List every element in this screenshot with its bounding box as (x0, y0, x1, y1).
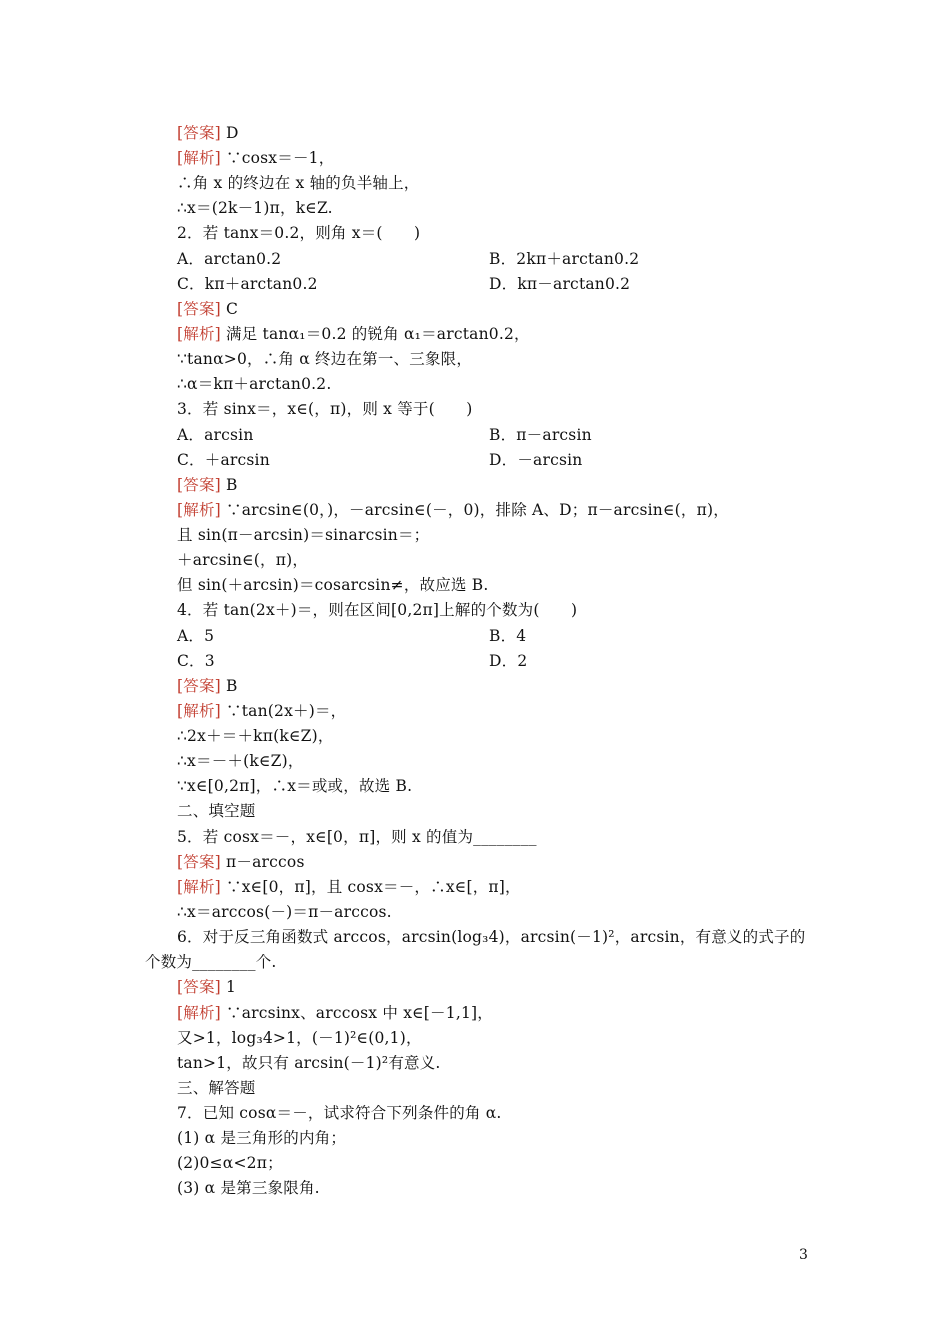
answer-text: π－arccos (220, 853, 305, 871)
analysis-tag: [解析] (177, 878, 221, 896)
option-a: A．5 (177, 627, 215, 645)
option-b: B．2kπ＋arctan0.2 (489, 250, 640, 268)
text-line: 且 sin(π－arcsin)＝sinarcsin＝； (177, 526, 430, 544)
analysis-text: ∵tan(2x＋)＝， (220, 702, 347, 720)
analysis-text: ∵x∈[0，π]，且 cosx＝－，∴x∈[，π]， (220, 878, 521, 896)
text-line: ∴角 x 的终边在 x 轴的负半轴上， (177, 174, 420, 192)
question-4: 4．若 tan(2x＋)＝，则在区间[0,2π]上解的个数为( ) (177, 601, 578, 619)
option-d: D．－arcsin (489, 451, 583, 469)
question-7: 7．已知 cosα＝－，试求符合下列条件的角 α. (177, 1104, 502, 1122)
analysis-line (177, 148, 334, 168)
text-line: ∴α＝kπ＋arctan0.2. (177, 375, 332, 393)
sub-question-1: (1) α 是三角形的内角； (177, 1129, 347, 1147)
answer-line (177, 852, 305, 872)
analysis-text: ∵arcsin∈(0，)，－arcsin∈(－，0)，排除 A、D；π－arcsin∈(，π)， (220, 501, 729, 519)
analysis-tag: [解析] (177, 1004, 221, 1022)
analysis-text: 满足 tanα₁＝0.2 的锐角 α₁＝arctan0.2， (220, 325, 530, 343)
question-3: 3．若 sinx＝，x∈(，π)，则 x 等于( ) (177, 400, 473, 418)
analysis-line (177, 1003, 493, 1023)
option-b: B．4 (489, 627, 527, 645)
option-c: C．＋arcsin (177, 451, 270, 469)
question-5: 5．若 cosx＝－，x∈[0，π]，则 x 的值为________ (177, 828, 537, 846)
analysis-text: ∵cosx＝－1， (220, 149, 335, 167)
question-6-continued: 个数为________个. (145, 953, 277, 971)
text-line: 又>1，log₃4>1，(－1)²∈(0,1)， (177, 1029, 422, 1047)
analysis-tag: [解析] (177, 149, 221, 167)
option-d: D．2 (489, 652, 528, 670)
answer-line (177, 475, 238, 495)
option-a: A．arcsin (177, 426, 254, 444)
text-line: ∵x∈[0,2π]，∴x＝或或，故选 B. (177, 777, 413, 795)
section-heading: 三、解答题 (177, 1079, 256, 1097)
option-c: C．kπ＋arctan0.2 (177, 275, 318, 293)
analysis-line (177, 324, 530, 344)
analysis-line (177, 500, 729, 520)
answer-line (177, 299, 238, 319)
answer-text: D (220, 124, 239, 142)
question-6: 6．对于反三角函数式 arccos，arcsin(log₃4)，arcsin(－1)²，arcsin，有意义的式子的 (177, 928, 806, 946)
answer-tag: [答案] (177, 300, 221, 318)
text-line: ∴x＝arccos(－)＝π－arccos. (177, 903, 392, 921)
answer-line (177, 977, 236, 997)
answer-tag: [答案] (177, 124, 221, 142)
analysis-tag: [解析] (177, 501, 221, 519)
answer-text: B (220, 476, 238, 494)
text-line: ＋arcsin∈(，π)， (177, 551, 309, 569)
analysis-text: ∵arcsinx、arccosx 中 x∈[－1,1]， (220, 1004, 493, 1022)
question-2: 2．若 tanx＝0.2，则角 x＝( ) (177, 224, 421, 242)
text-line: ∴x＝－＋(k∈Z)， (177, 752, 304, 770)
answer-text: 1 (220, 978, 237, 996)
text-line: ∴2x＋＝＋kπ(k∈Z)， (177, 727, 334, 745)
answer-tag: [答案] (177, 677, 221, 695)
text-line: 但 sin(＋arcsin)＝cosarcsin≠，故应选 B. (177, 576, 489, 594)
answer-tag: [答案] (177, 476, 221, 494)
analysis-tag: [解析] (177, 702, 221, 720)
analysis-line (177, 701, 346, 721)
answer-line (177, 123, 239, 143)
text-line: tan>1，故只有 arcsin(－1)²有意义. (177, 1054, 441, 1072)
answer-tag: [答案] (177, 978, 221, 996)
answer-text: C (220, 300, 239, 318)
option-c: C．3 (177, 652, 215, 670)
analysis-line (177, 877, 521, 897)
option-d: D．kπ－arctan0.2 (489, 275, 631, 293)
sub-question-3: (3) α 是第三象限角. (177, 1179, 320, 1197)
section-heading: 二、填空题 (177, 802, 256, 820)
option-a: A．arctan0.2 (177, 250, 282, 268)
answer-line (177, 676, 238, 696)
analysis-tag: [解析] (177, 325, 221, 343)
answer-text: B (220, 677, 238, 695)
answer-tag: [答案] (177, 853, 221, 871)
text-line: ∴x＝(2k－1)π，k∈Z. (177, 199, 333, 217)
page-number: 3 (799, 1247, 808, 1263)
text-line: ∵tanα>0，∴角 α 终边在第一、三象限， (177, 350, 473, 368)
sub-question-2: (2)0≤α<2π； (177, 1154, 283, 1172)
option-b: B．π－arcsin (489, 426, 592, 444)
